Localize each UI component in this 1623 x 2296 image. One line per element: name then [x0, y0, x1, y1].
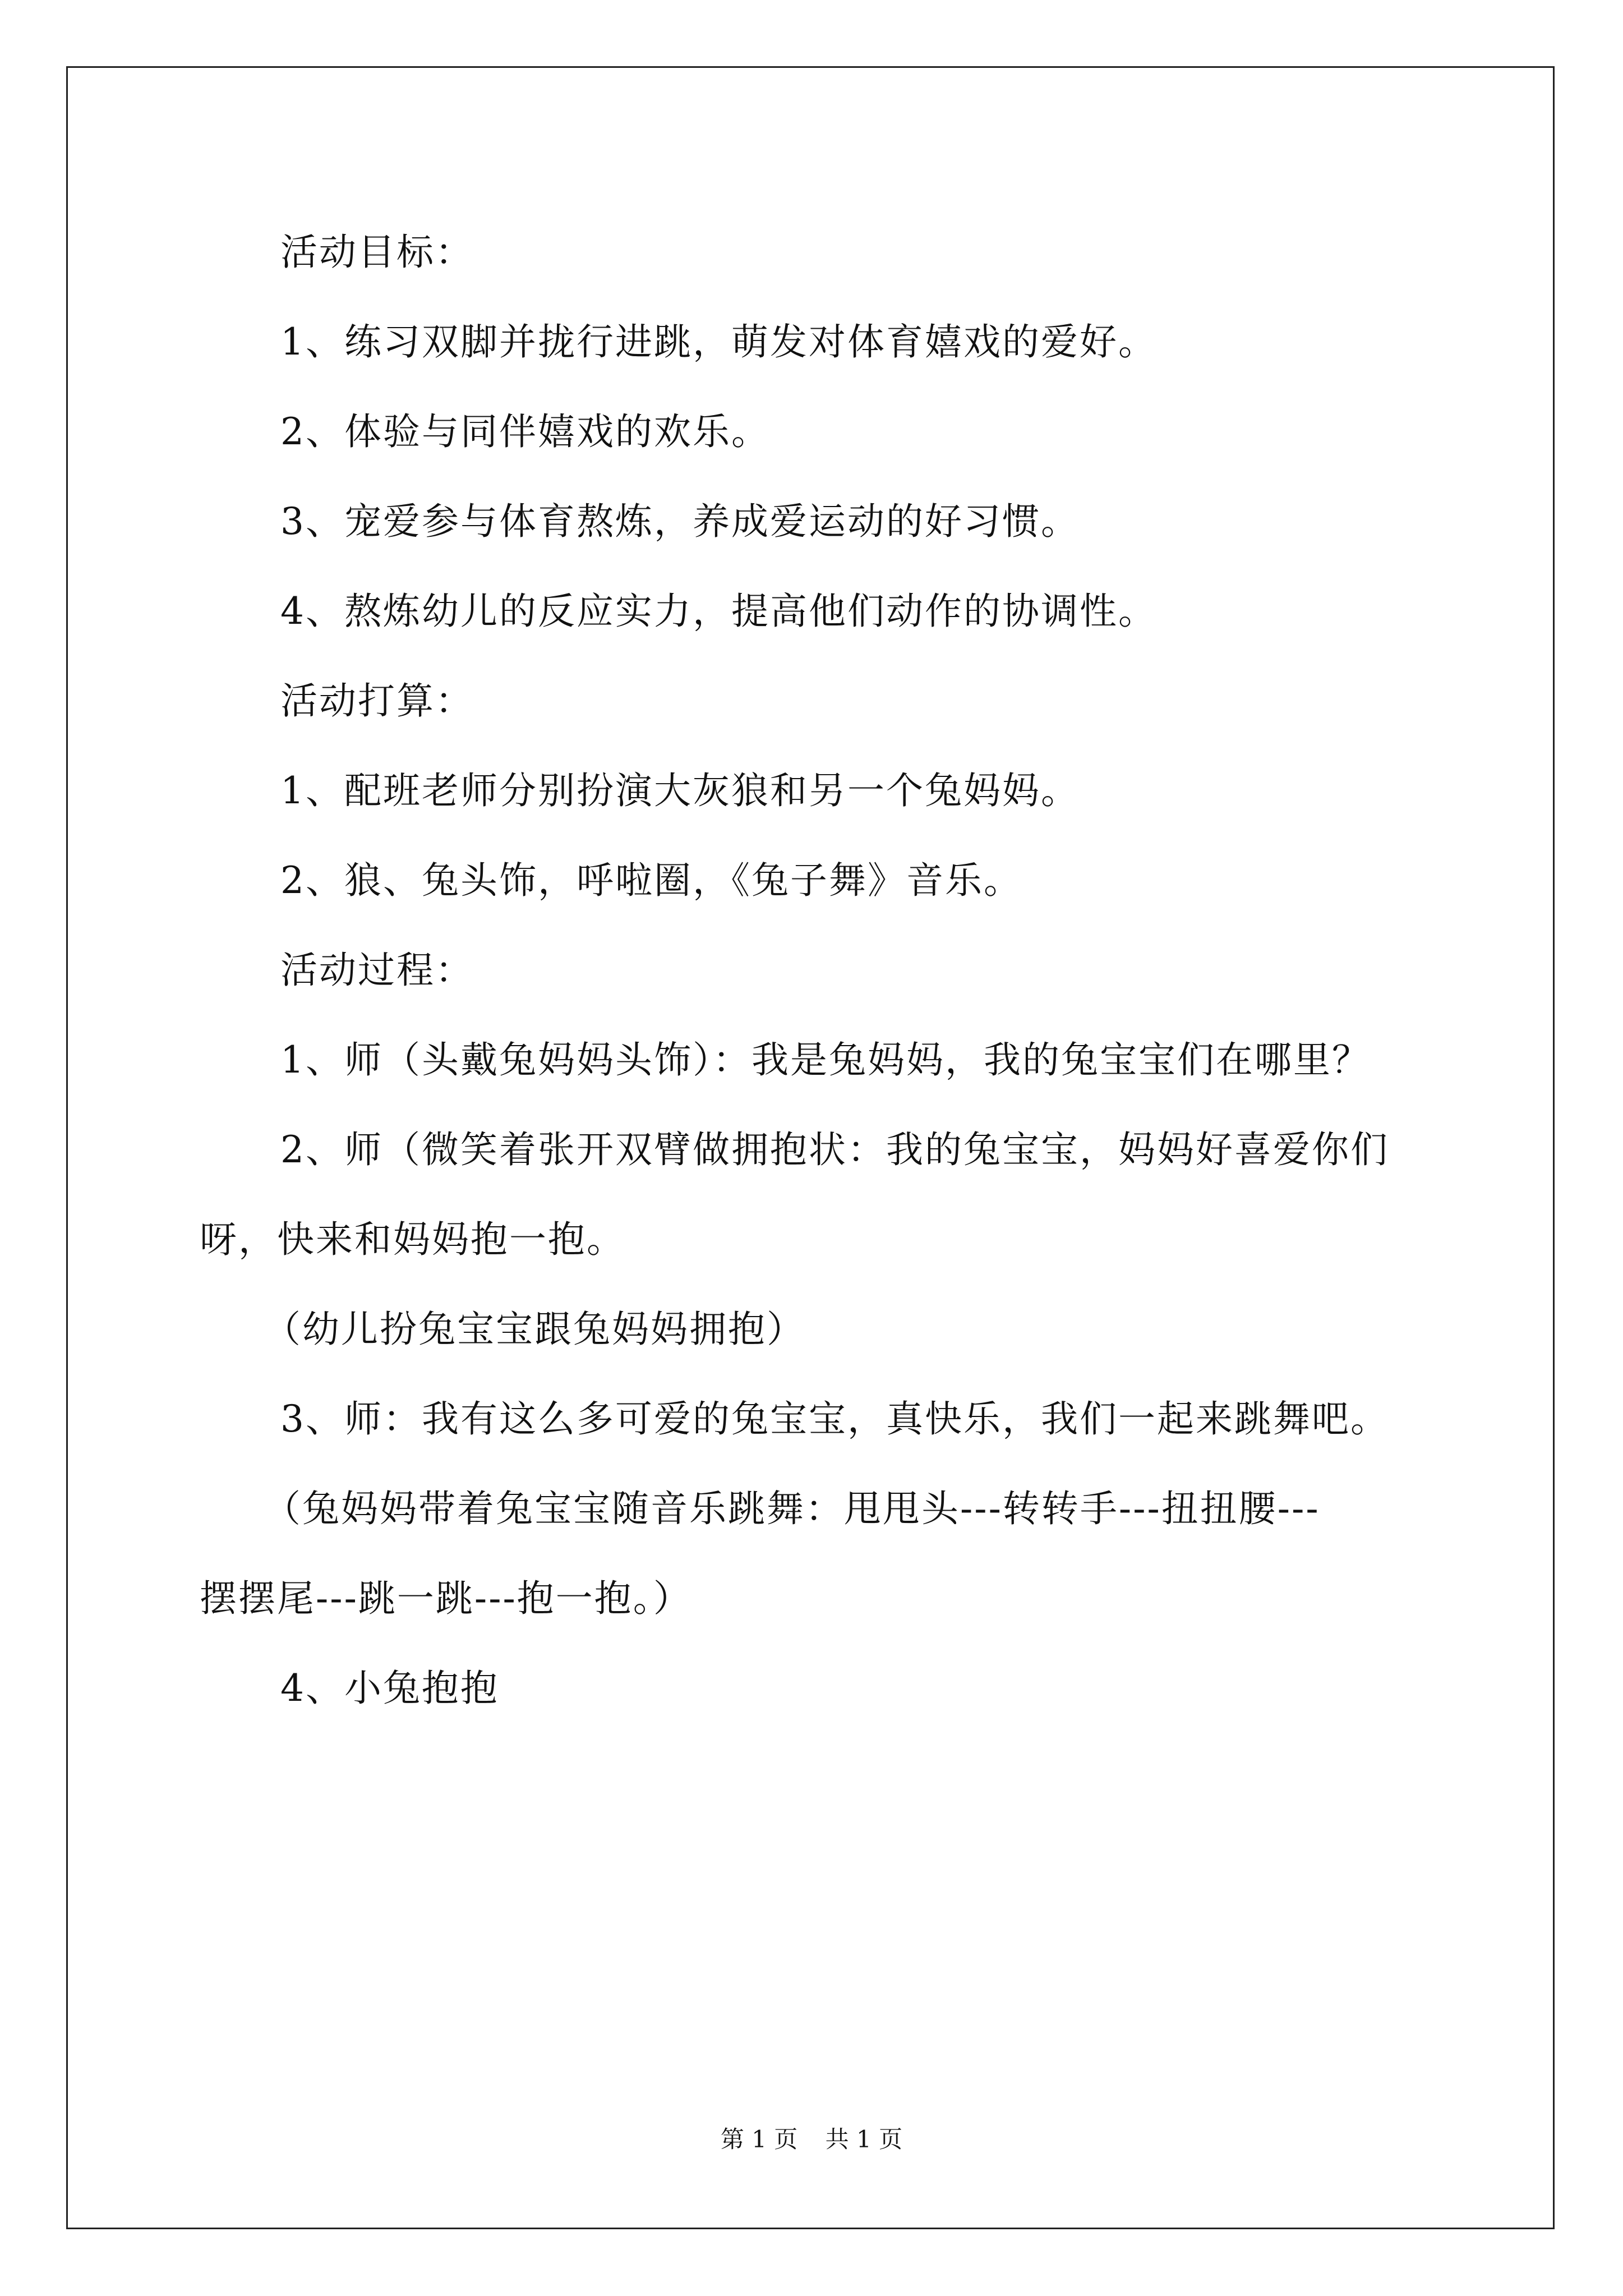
page-total: 共 1 页	[825, 2125, 903, 2153]
goal-item-1: 1、练习双脚并拢行进跳，萌发对体育嬉戏的爱好。	[280, 320, 1157, 364]
goal-item-3: 3、宠爱参与体育熬炼，养成爱运动的好习惯。	[280, 500, 1080, 543]
goal-item-4: 4、熬炼幼儿的反应实力，提高他们动作的协调性。	[280, 590, 1157, 633]
prep-item-1: 1、配班老师分别扮演大灰狼和另一个兔妈妈。	[280, 769, 1080, 812]
process-item-3: 3、师：我有这么多可爱的兔宝宝，真快乐，我们一起来跳舞吧。	[280, 1397, 1389, 1441]
heading-process: 活动过程：	[280, 949, 474, 992]
process-note-2: （兔妈妈带着兔宝宝随音乐跳舞：甩甩头---转转手---扭扭腰---	[264, 1487, 1320, 1530]
heading-preparation: 活动打算：	[280, 679, 474, 723]
heading-goals: 活动目标：	[280, 231, 474, 274]
page-footer	[0, 2125, 1623, 2154]
process-note-1: （幼儿扮兔宝宝跟兔妈妈拥抱）	[264, 1308, 805, 1351]
prep-item-2: 2、狼、兔头饰，呼啦圈，《兔子舞》音乐。	[280, 859, 1022, 902]
goal-item-2: 2、体验与同伴嬉戏的欢乐。	[280, 410, 770, 453]
page-number: 第 1 页	[720, 2125, 798, 2153]
process-note-2-cont: 摆摆尾---跳一跳---抱一抱。）	[200, 1577, 692, 1620]
process-item-1: 1、师（头戴兔妈妈头饰）：我是兔妈妈，我的兔宝宝们在哪里？	[280, 1038, 1371, 1082]
process-item-2: 2、师（微笑着张开双臂做拥抱状：我的兔宝宝，妈妈好喜爱你们	[280, 1128, 1389, 1171]
process-item-2-cont: 呀，快来和妈妈抱一抱。	[200, 1218, 625, 1261]
process-item-4: 4、小兔抱抱	[280, 1667, 499, 1710]
